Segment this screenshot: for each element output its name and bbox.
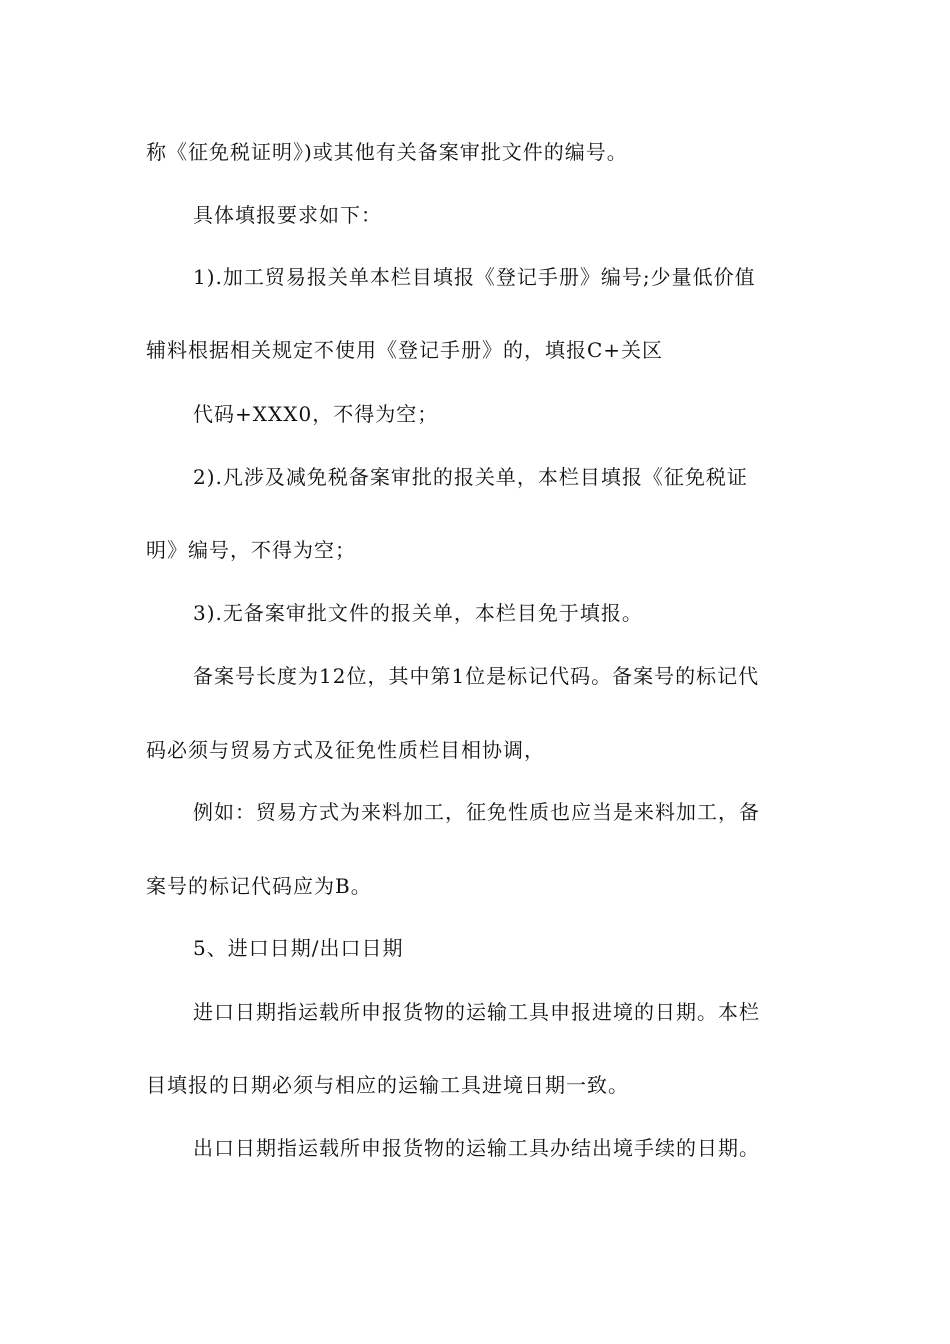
- text-line-record-length-cont: 码必须与贸易方式及征免性质栏目相协调，: [146, 738, 545, 762]
- text-line-example-cont: 案号的标记代码应为B。: [146, 874, 372, 898]
- section-heading-dates: 5、进口日期/出口日期: [193, 936, 404, 960]
- text-line-record-length: 备案号长度为12位，其中第1位是标记代码。备案号的标记代: [193, 664, 760, 688]
- text-line-export-date: 出口日期指运载所申报货物的运输工具办结出境手续的日期。: [193, 1136, 760, 1160]
- text-line-item-2-cont: 明》编号，不得为空；: [146, 538, 356, 562]
- text-line-item-1-cont: 辅料根据相关规定不使用《登记手册》的，填报C+关区: [146, 338, 664, 362]
- text-line-item-1: 1).加工贸易报关单本栏目填报《登记手册》编号;少量低价值: [193, 265, 756, 289]
- text-line-example: 例如：贸易方式为来料加工，征免性质也应当是来料加工，备: [193, 800, 760, 824]
- text-line-continuation: 称《征免税证明》)或其他有关备案审批文件的编号。: [146, 140, 628, 164]
- text-line-item-1-cont-2: 代码+XXX0，不得为空；: [193, 402, 439, 426]
- text-line-item-3: 3).无备案审批文件的报关单，本栏目免于填报。: [193, 601, 643, 625]
- text-line-item-2: 2).凡涉及减免税备案审批的报关单，本栏目填报《征免税证: [193, 465, 748, 489]
- text-line-import-date: 进口日期指运载所申报货物的运输工具申报进境的日期。本栏: [193, 1000, 760, 1024]
- text-line-requirements-intro: 具体填报要求如下：: [193, 203, 382, 227]
- text-line-import-date-cont: 目填报的日期必须与相应的运输工具进境日期一致。: [146, 1073, 629, 1097]
